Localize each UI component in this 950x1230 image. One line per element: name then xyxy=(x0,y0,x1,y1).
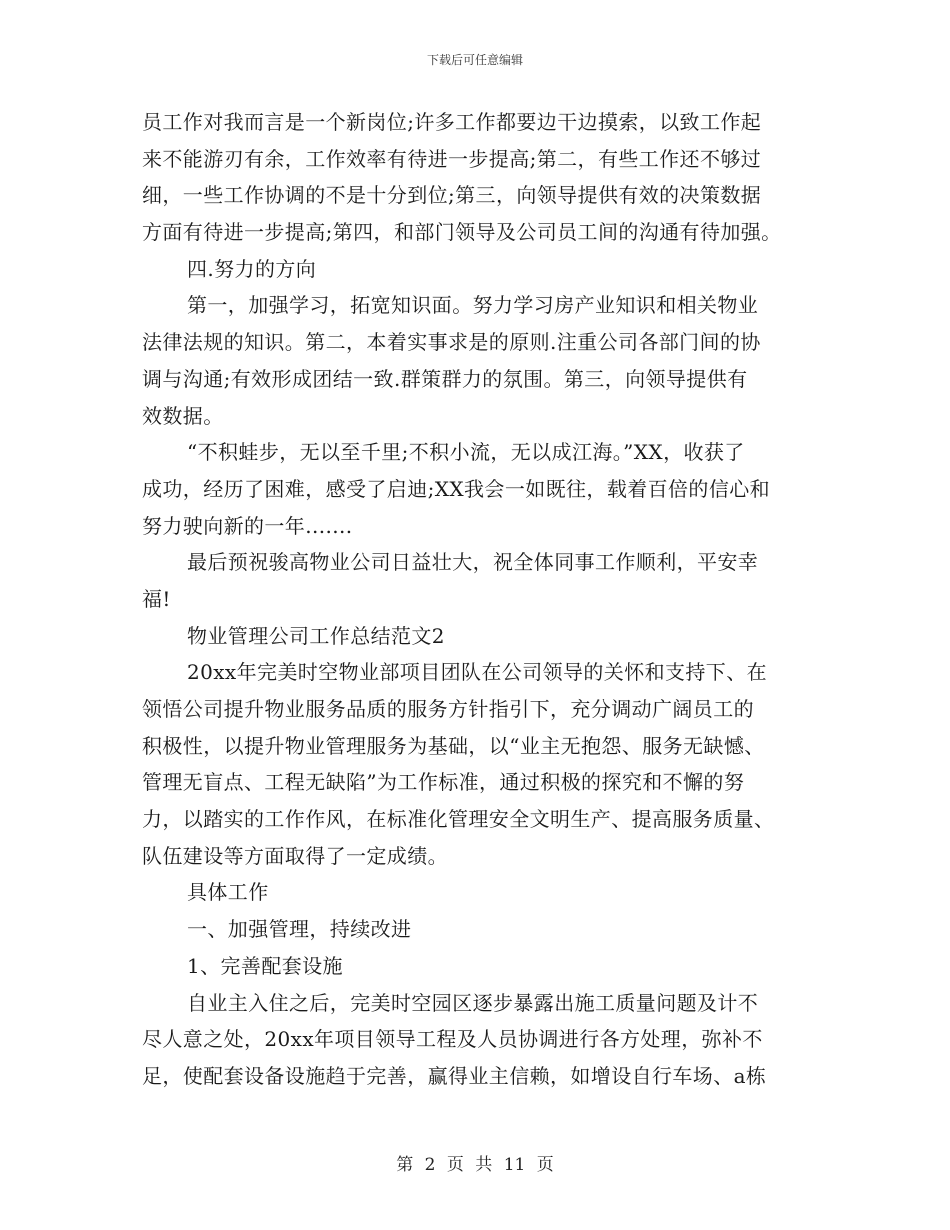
page-header: 下载后可任意编辑 xyxy=(426,53,523,67)
text-line: 管理无盲点、工程无缺陷”为工作标准，通过积极的探究和不懈的努 xyxy=(142,770,745,795)
section-heading: 四.努力的方向 xyxy=(187,256,317,281)
text-line: 细，一些工作协调的不是十分到位;第三，向领导提供有效的决策数据 xyxy=(142,183,762,208)
section-heading: 一、加强管理，持续改进 xyxy=(187,917,412,942)
text-line: “不积蛙步，无以至千里;不积小流，无以成江海。”XX，收获了 xyxy=(187,440,745,465)
text-line: 自业主入住之后，完美时空园区逐步暴露出施工质量问题及计不 xyxy=(187,990,759,1015)
text-line: 效数据。 xyxy=(142,403,224,428)
text-line: 第一，加强学习，拓宽知识面。努力学习房产业知识和相关物业 xyxy=(187,293,759,318)
text-line: 力，以踏实的工作作风，在标准化管理安全文明生产、提高服务质量、 xyxy=(142,807,775,832)
text-line: 法律法规的知识。第二，本着实事求是的原则.注重公司各部门间的协 xyxy=(142,330,761,355)
text-line: 队伍建设等方面取得了一定成绩。 xyxy=(142,843,448,868)
section-heading: 具体工作 xyxy=(187,880,269,905)
section-heading: 1、完善配套设施 xyxy=(187,953,343,978)
text-line: 积极性，以提升物业管理服务为基础，以“业主无抱怨、服务无缺憾、 xyxy=(142,733,765,758)
text-line: 成功，经历了困难，感受了启迪;XX我会一如既往，载着百倍的信心和 xyxy=(142,476,771,501)
section-heading: 物业管理公司工作总结范文2 xyxy=(187,623,445,648)
text-line: 20xx年完美时空物业部项目团队在公司领导的关怀和支持下、在 xyxy=(187,660,768,685)
text-line: 足，使配套设备设施趋于完善，赢得业主信赖，如增设自行车场、a栋 xyxy=(142,1063,767,1088)
text-line: 来不能游刃有余，工作效率有待进一步提高;第二，有些工作还不够过 xyxy=(142,146,762,171)
document-body xyxy=(142,104,822,1095)
text-line: 努力驶向新的一年....... xyxy=(142,513,353,538)
text-line: 方面有待进一步提高;第四，和部门领导及公司员工间的沟通有待加强。 xyxy=(142,220,782,245)
text-line: 最后预祝骏高物业公司日益壮大，祝全体同事工作顺利，平安幸 xyxy=(187,550,759,575)
text-line: 员工作对我而言是一个新岗位;许多工作都要边干边摸索，以致工作起 xyxy=(142,110,762,134)
text-line: 福! xyxy=(142,586,171,611)
text-line: 调与沟通;有效形成团结一致.群策群力的氛围。第三，向领导提供有 xyxy=(142,366,748,391)
text-line: 领悟公司提升物业服务品质的服务方针指引下，充分调动广阔员工的 xyxy=(142,697,754,721)
text-line: 尽人意之处，20xx年项目领导工程及人员协调进行各方处理，弥补不 xyxy=(142,1027,763,1052)
page-number-footer: 第 2 页 共 11 页 xyxy=(396,1155,554,1175)
